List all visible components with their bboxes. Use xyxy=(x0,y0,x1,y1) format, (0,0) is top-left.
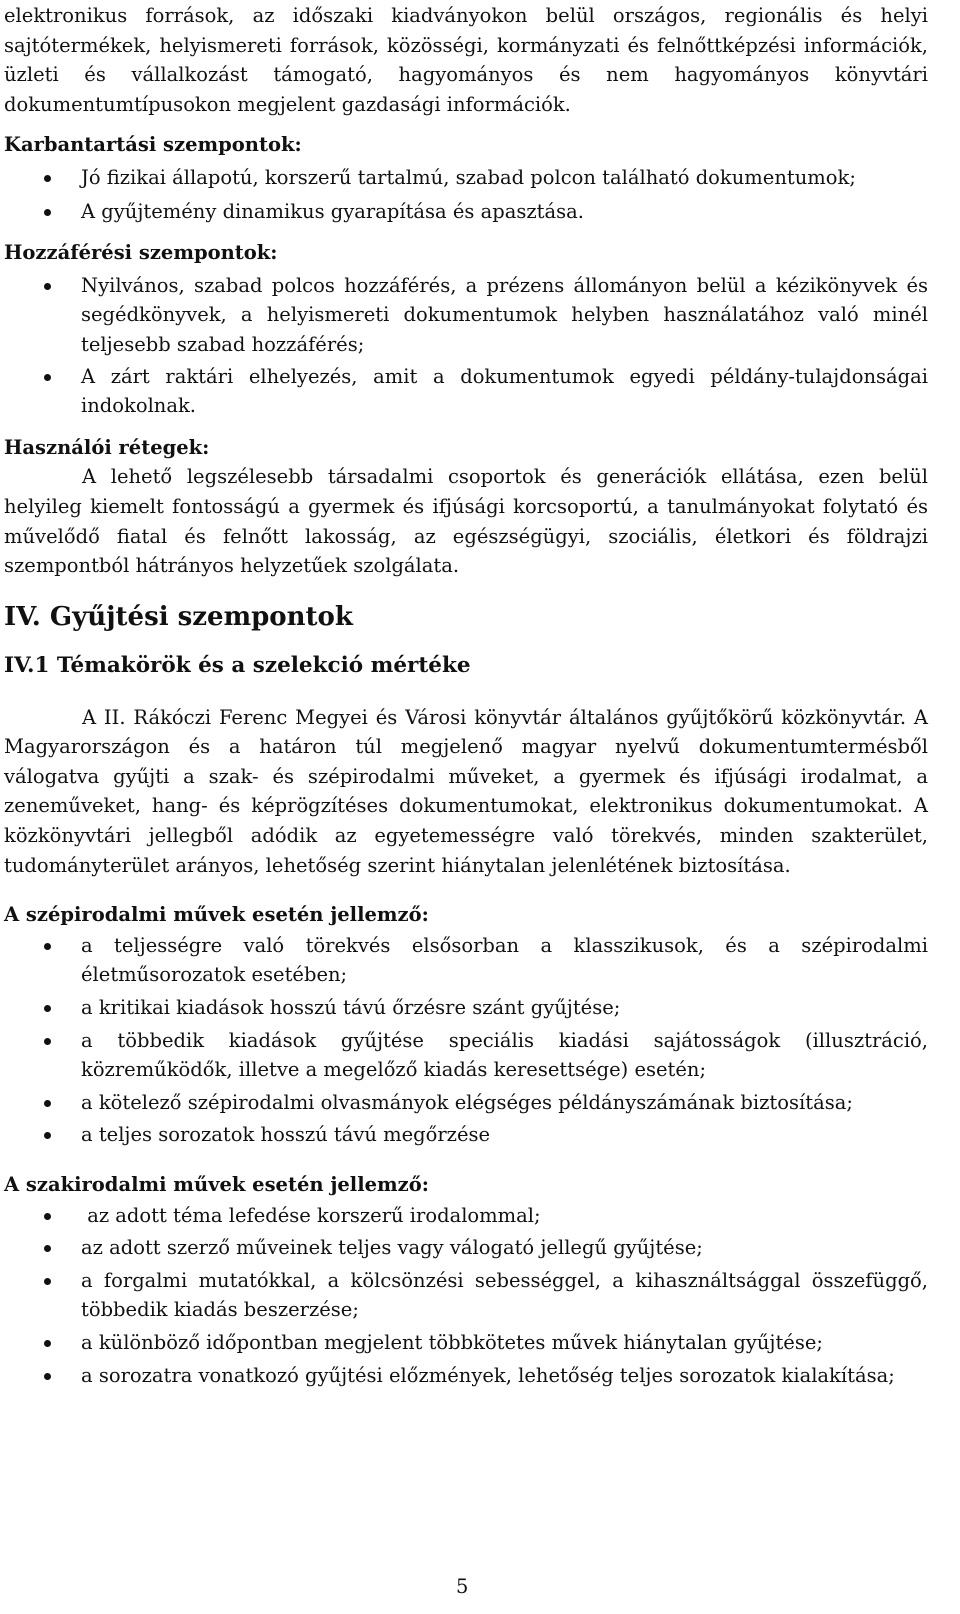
nonfiction-list xyxy=(4,1201,928,1391)
intro-paragraph: elektronikus források, az időszaki kiadványokon belül országos, regionális és helyi sajtótermékek, helyismereti források, közösségi, kormányzati és felnőttképzési információk, üzleti és vállalkozást támogató, hagyományos és nem hagyományos könyvtári dokumentumtípusokon megjelent gazdasági információk. xyxy=(4,4,928,116)
list-item: a kötelező szépirodalmi olvasmányok elégséges példányszámának biztosítása; xyxy=(4,1088,928,1118)
list-item: Nyilvános, szabad polcos hozzáférés, a prézens állományon belül a kézikönyvek és segédkönyvek, a helyismereti dokumentumok helyben használatához való minél teljesebb szabad hozzáférés; xyxy=(4,271,928,360)
fiction-list xyxy=(4,931,928,1150)
section-title: IV. Gyűjtési szempontok xyxy=(4,601,353,632)
bullet-icon xyxy=(44,1005,51,1012)
bullet-icon xyxy=(44,1213,51,1220)
bullet-icon xyxy=(44,1340,51,1347)
list-item: A gyűjtemény dinamikus gyarapítása és apasztása. xyxy=(4,197,928,227)
maintenance-list xyxy=(4,163,928,226)
list-item: az adott szerző műveinek teljes vagy válogató jellegű gyűjtése; xyxy=(4,1233,928,1263)
users-heading: Használói rétegek: xyxy=(4,435,210,459)
users-paragraph: A lehető legszélesebb társadalmi csoportok és generációk ellátása, ezen belül helyileg kiemelt fontosságú a gyermek és ifjúsági korcsoportú, a tanulmányokat folytató és művelődő fiatal és felnőtt lakosság, az egészségügyi, szociális, életkori és földrajzi szempontból hátrányos helyzetűek szolgálata. xyxy=(4,465,928,578)
bullet-icon xyxy=(44,209,51,216)
page-number: 5 xyxy=(456,1575,469,1598)
section-paragraph: A II. Rákóczi Ferenc Megyei és Városi könyvtár általános gyűjtőkörű közkönyvtár. A Magyarországon és a határon túl megjelenő magyar nyelvű dokumentumtermésből válogatva gyűjti a szak- és szépirodalmi műveket, a gyermek és ifjúsági irodalmat, a zeneműveket, hang- és képrögzítéses dokumentumokat, elektronikus dokumentumokat. A közkönyvtári jellegből adódik az egyetemességre való törekvés, minden szakterület, tudományterület arányos, lehetőség szerint hiánytalan jelenlétének biztosítása. xyxy=(4,705,928,877)
bullet-icon xyxy=(44,374,51,381)
access-list xyxy=(4,271,928,421)
bullet-icon xyxy=(44,1132,51,1139)
fiction-heading: A szépirodalmi művek esetén jellemző: xyxy=(4,903,429,927)
document-page xyxy=(4,0,928,1390)
bullet-icon xyxy=(44,1100,51,1107)
bullet-icon xyxy=(44,175,51,182)
list-item: a többedik kiadások gyűjtése speciális kiadási sajátosságok (illusztráció, közreműködők, illetve a megelőző kiadás keresettsége) esetén; xyxy=(4,1026,928,1085)
bullet-icon xyxy=(44,1038,51,1045)
list-item: a forgalmi mutatókkal, a kölcsönzési sebességgel, a kihasználtsággal összefüggő, többedik kiadás beszerzése; xyxy=(4,1266,928,1325)
list-item: az adott téma lefedése korszerű irodalommal; xyxy=(4,1201,928,1231)
bullet-icon xyxy=(44,283,51,290)
bullet-icon xyxy=(44,1245,51,1252)
bullet-icon xyxy=(44,943,51,950)
nonfiction-heading: A szakirodalmi művek esetén jellemző: xyxy=(4,1173,429,1196)
maintenance-heading: Karbantartási szempontok: xyxy=(4,133,302,157)
list-item: a teljességre való törekvés elsősorban a klasszikusok, és a szépirodalmi életműsorozatok esetében; xyxy=(4,931,928,990)
bullet-icon xyxy=(44,1373,51,1380)
access-heading: Hozzáférési szempontok: xyxy=(4,241,278,265)
list-item: A zárt raktári elhelyezés, amit a dokumentumok egyedi példány-tulajdonságai indokolnak. xyxy=(4,362,928,421)
section-subtitle: IV.1 Témakörök és a szelekció mértéke xyxy=(4,652,471,678)
list-item: a teljes sorozatok hosszú távú megőrzése xyxy=(4,1120,928,1150)
list-item: a különböző időpontban megjelent többkötetes művek hiánytalan gyűjtése; xyxy=(4,1328,928,1358)
bullet-icon xyxy=(44,1278,51,1285)
list-item: a kritikai kiadások hosszú távú őrzésre szánt gyűjtése; xyxy=(4,993,928,1023)
list-item: Jó fizikai állapotú, korszerű tartalmú, szabad polcon található dokumentumok; xyxy=(4,163,928,193)
list-item: a sorozatra vonatkozó gyűjtési előzmények, lehetőség teljes sorozatok kialakítása; xyxy=(4,1361,928,1391)
